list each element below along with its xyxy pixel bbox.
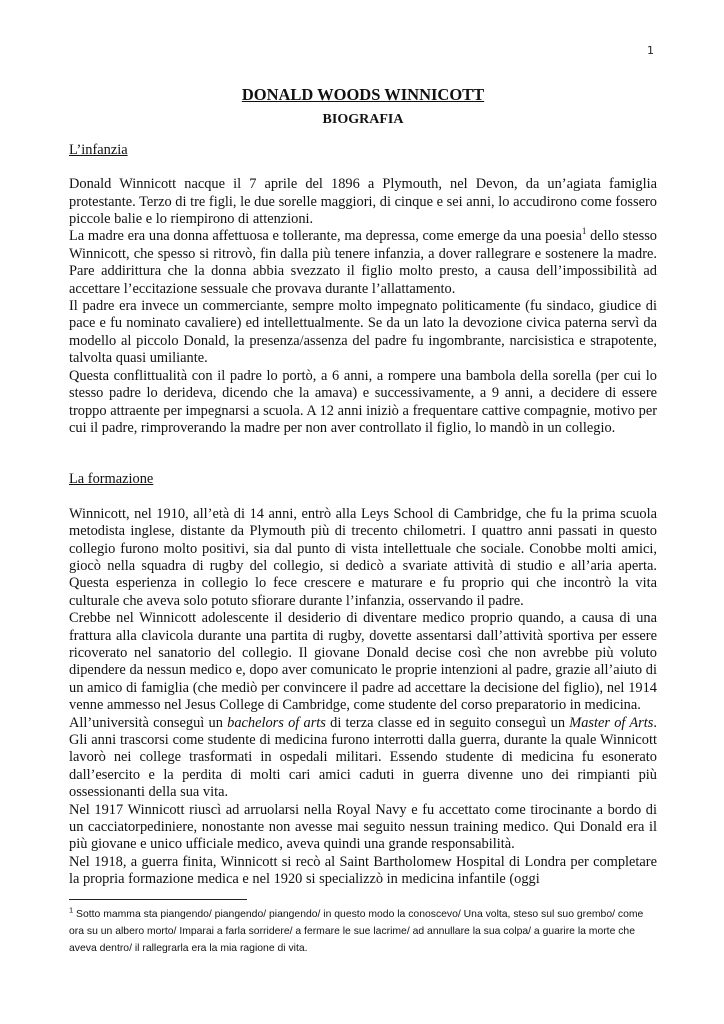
footnote-separator [69,899,247,900]
paragraph [69,228,657,298]
footnote [69,906,657,957]
paragraph-text: . Gli anni trascorsi come studente di medicina furono interrotti dalla guerra, durante la quale Winnicott lavorò nei college trasformati in ospedali militari. Essendo studente di medicina fu esonerato dall’esercito e la perdita di molti cari amici caduti in guerra divenne uno dei rimpianti più ossessionanti della sua vita. [69,714,657,801]
page-number: 1 [647,44,654,57]
section-spacer [69,437,657,471]
footnote-text: Sotto mamma sta piangendo/ piangendo/ piangendo/ in questo modo la conoscevo/ Una volta, steso sul suo grembo/ come ora su un albero morto/ Imparai a farla sorridere/ a fermare le sue lacrime/ ad annullare la sua colpa/ a guarire la morte che aveva dentro/ il rallegrarla era la mia ragione di vita. [69,909,644,954]
italic-term: bachelors of arts [227,714,326,731]
document-body [69,86,657,889]
paragraph: Nel 1918, a guerra finita, Winnicott si recò al Saint Bartholomew Hospital di Londra per completare la propria formazione medica e nel 1920 si specializzò in medicina infantile (oggi [69,853,657,888]
paragraph: Nel 1917 Winnicott riuscì ad arruolarsi nella Royal Navy e fu accettato come tirocinante a bordo di un cacciatorpediniere, nonostante non avesse mai seguito nessun training medico. Qui Donald era il più giovane e unico ufficiale medico, aveva quindi una grande responsabilità. [69,801,657,853]
paragraph: Crebbe nel Winnicott adolescente il desiderio di diventare medico proprio quando, a causa di una frattura alla clavicola durante una partita di rugby, dovette assentarsi dall’attività sportiva per essere ricoverato nel sanatorio del collegio. Il giovane Donald decise così che non avrebbe più voluto dipendere da nessun medico e, dopo aver comunicato le proprie intenzioni al padre, grazie all’aiuto di un amico di famiglia (che mediò per convincere il padre ad accettare la decisione del figlio), nel 1914 venne ammesso nel Jesus College di Cambridge, come studente del corso preparatorio in medicina. [69,610,657,714]
paragraph: Winnicott, nel 1910, all’età di 14 anni, entrò alla Leys School di Cambridge, che fu la prima scuola metodista inglese, distante da Plymouth più di trecento chilometri. I quattro anni passati in questo collegio furono molto positivi, sia dal punto di vista intellettuale che sociale. Conobbe molti amici, giocò nella squadra di rugby del collegio, si dedicò a svariate attività di studio e all’aria aperta. Questa esperienza in collegio lo fece crescere e maturare e fu proprio qui che incontrò la vita culturale che aveva solo potuto sfiorare durante l’infanzia, osservando il padre. [69,505,657,609]
document-title: DONALD WOODS WINNICOTT [241,85,485,104]
paragraph-text: All’università conseguì un [69,714,228,731]
paragraph-text: di terza classe ed in seguito conseguì un [325,714,570,731]
section-heading-formazione: La formazione [69,471,154,488]
document-subtitle: BIOGRAFIA [322,112,404,128]
paragraph: Questa conflittualità con il padre lo portò, a 6 anni, a rompere una bambola della sorella (per cui lo stesso padre lo derideva, dicendo che la amava) e successivamente, a 9 anni, a decidere di essere troppo attraente per impegnarsi a scuola. A 12 anni iniziò a frequentare cattive compagnie, motivo per cui il padre, rimproverando la madre per non aver controllato il figlio, lo mandò in un collegio. [69,367,657,436]
paragraph: Donald Winnicott nacque il 7 aprile del 1896 a Plymouth, nel Devon, da un’agiata famiglia protestante. Terzo di tre figli, le due sorelle maggiori, di cinque e sei anni, lo accudirono come fossero piccole balie e lo riempirono di attenzioni. [69,176,657,228]
section-heading-infanzia: L’infanzia [69,141,128,158]
paragraph [69,715,657,802]
paragraph-text: dello stesso Winnicott, che spesso si ritrovò, fin dalla più tenere infanzia, a dover rallegrare e sostenere la madre. Pare addirittura che la donna abbia svezzato il figlio molto presto, a causa dell’impossibilità ad accettare l’eccitazione sessuale che provava durante l’allattamento. [69,228,657,297]
footnote-marker: 1 [69,905,74,915]
footnote-reference: 1 [581,226,587,237]
paragraph: Il padre era invece un commerciante, sempre molto impegnato politicamente (fu sindaco, giudice di pace e fu nominato cavaliere) ed intellettualmente. Se da un lato la devozione civica paterna servì da modello al piccolo Donald, la presenza/assenza del padre fu ingombrante, narcisistica e strapotente, talvolta quasi umiliante. [69,298,657,367]
italic-term: Master of Arts [569,714,654,731]
paragraph-text: La madre era una donna affettuosa e tollerante, ma depressa, come emerge da una poesia [69,228,582,245]
